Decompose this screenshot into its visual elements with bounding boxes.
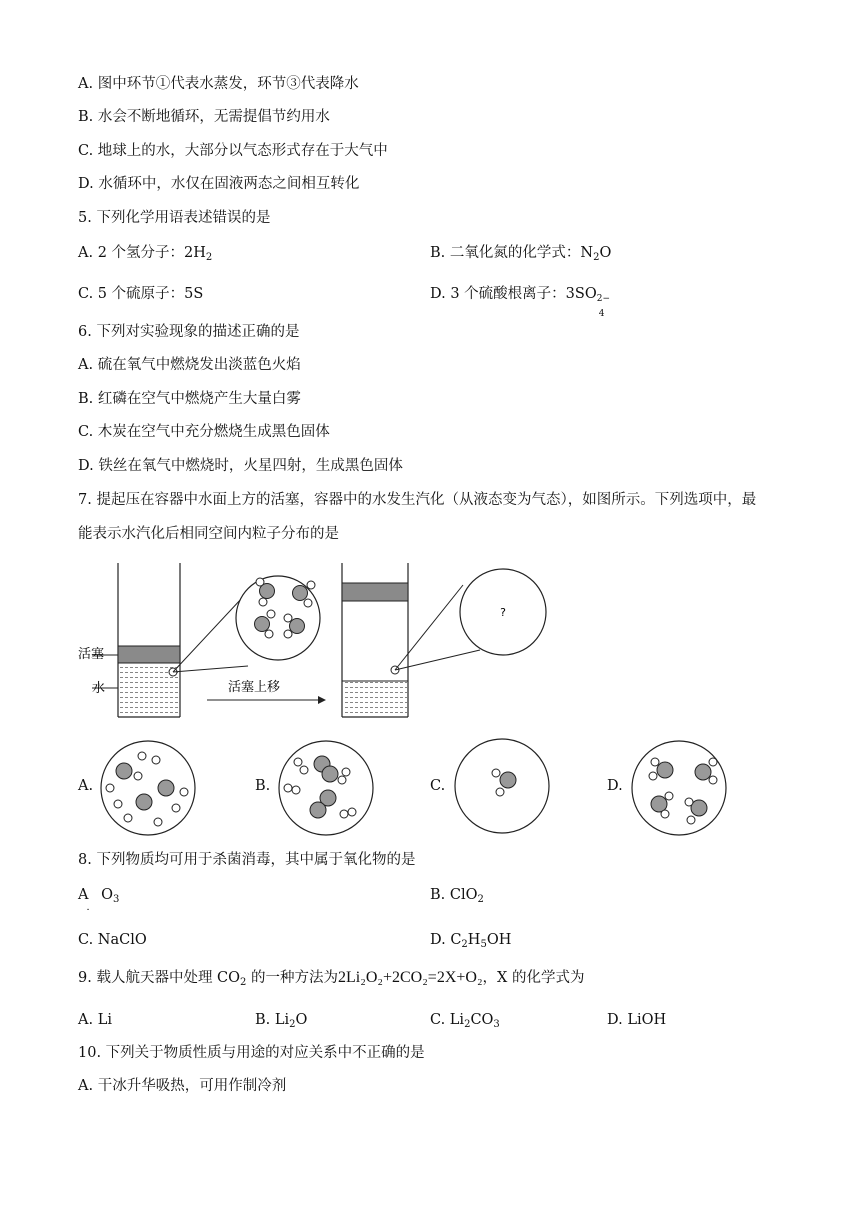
q5-option-c: C. 5 个硫原子：5S (78, 286, 204, 302)
q7-option-d-label: D. (607, 778, 623, 794)
q8-option-c: C. NaClO (78, 932, 147, 948)
q8-option-d: D. $C_2H_5OH$ (430, 932, 512, 950)
q9-stem: 9. 载人航天器中处理 $CO_2$ 的一种方法为2Li₂O₂+2CO₂=2X+O₂，X 的化学式为 (78, 969, 585, 988)
q5-option-b: B. 二氧化氮的化学式：$N_2O$ (430, 245, 612, 263)
q4-option-a: A. 图中环节①代表水蒸发，环节③代表降水 (78, 76, 359, 92)
label-arrow: 活塞上移 (228, 680, 281, 695)
q9-option-b: B. $Li_2O$ (255, 1012, 308, 1030)
q9-option-a: A. Li (78, 1012, 112, 1028)
q9-option-d: D. LiOH (607, 1012, 667, 1028)
q5-option-a: A. 2 个氢分子：$2H_2$ (78, 245, 213, 263)
q7-option-d-figure (629, 738, 729, 838)
q6-option-c: C. 木炭在空气中充分燃烧生成黑色固体 (78, 424, 330, 440)
q7-option-c-figure (452, 736, 552, 836)
q9-option-c: C. $Li_2CO_3$ (430, 1012, 500, 1030)
q8-stem: 8. 下列物质均可用于杀菌消毒，其中属于氧化物的是 (78, 852, 416, 868)
left-container (92, 563, 248, 717)
q4-option-b: B. 水会不断地循环，无需提倡节约用水 (78, 109, 330, 125)
label-piston: 活塞 (78, 647, 105, 662)
q4-option-c: C. 地球上的水，大部分以气态形式存在于大气中 (78, 143, 388, 159)
q10-option-a: A. 干冰升华吸热，可用作制冷剂 (78, 1078, 287, 1094)
right-magnified-circle (460, 569, 546, 655)
arrow (207, 696, 326, 704)
right-piston (342, 583, 408, 601)
q5-option-d: D. 3 个硫酸根离子：3SO 2− 4 (430, 286, 610, 319)
q7-option-a-figure (98, 738, 198, 838)
q8-option-b: B. ClO$_2$ (430, 887, 484, 905)
q4-option-d: D. 水循环中，水仅在固液两态之间相互转化 (78, 176, 360, 192)
q6-stem: 6. 下列对实验现象的描述正确的是 (78, 324, 300, 340)
q5-stem: 5. 下列化学用语表述错误的是 (78, 210, 271, 226)
q8-option-a: $A_.$ $O_3$ (78, 887, 120, 913)
q6-option-a: A. 硫在氧气中燃烧发出淡蓝色火焰 (78, 357, 301, 373)
question-mark: ? (500, 606, 506, 619)
q7-figure (70, 555, 570, 725)
left-magnified-circle (236, 576, 320, 660)
q7-stem-line1: 7. 提起压在容器中水面上方的活塞，容器中的水发生汽化（从液态变为气态），如图所示。下列选项中，最 (78, 492, 757, 508)
q9-equation: 2Li₂O₂+2CO₂=2X+O₂ (338, 969, 483, 986)
q6-option-d: D. 铁丝在氧气中燃烧时，火星四射，生成黑色固体 (78, 458, 403, 474)
q6-option-b: B. 红磷在空气中燃烧产生大量白雾 (78, 391, 301, 407)
left-piston (118, 646, 180, 663)
q7-option-b-figure (276, 738, 376, 838)
q7-option-b-label: B. (255, 778, 271, 794)
right-container (342, 563, 480, 717)
label-water: 水 (92, 681, 106, 696)
q7-option-c-label: C. (430, 778, 446, 794)
q10-stem: 10. 下列关于物质性质与用途的对应关系中不正确的是 (78, 1045, 425, 1061)
right-water (343, 681, 407, 716)
q7-stem-line2: 能表示水汽化后相同空间内粒子分布的是 (78, 526, 339, 542)
q7-option-a-label: A. (78, 778, 94, 794)
